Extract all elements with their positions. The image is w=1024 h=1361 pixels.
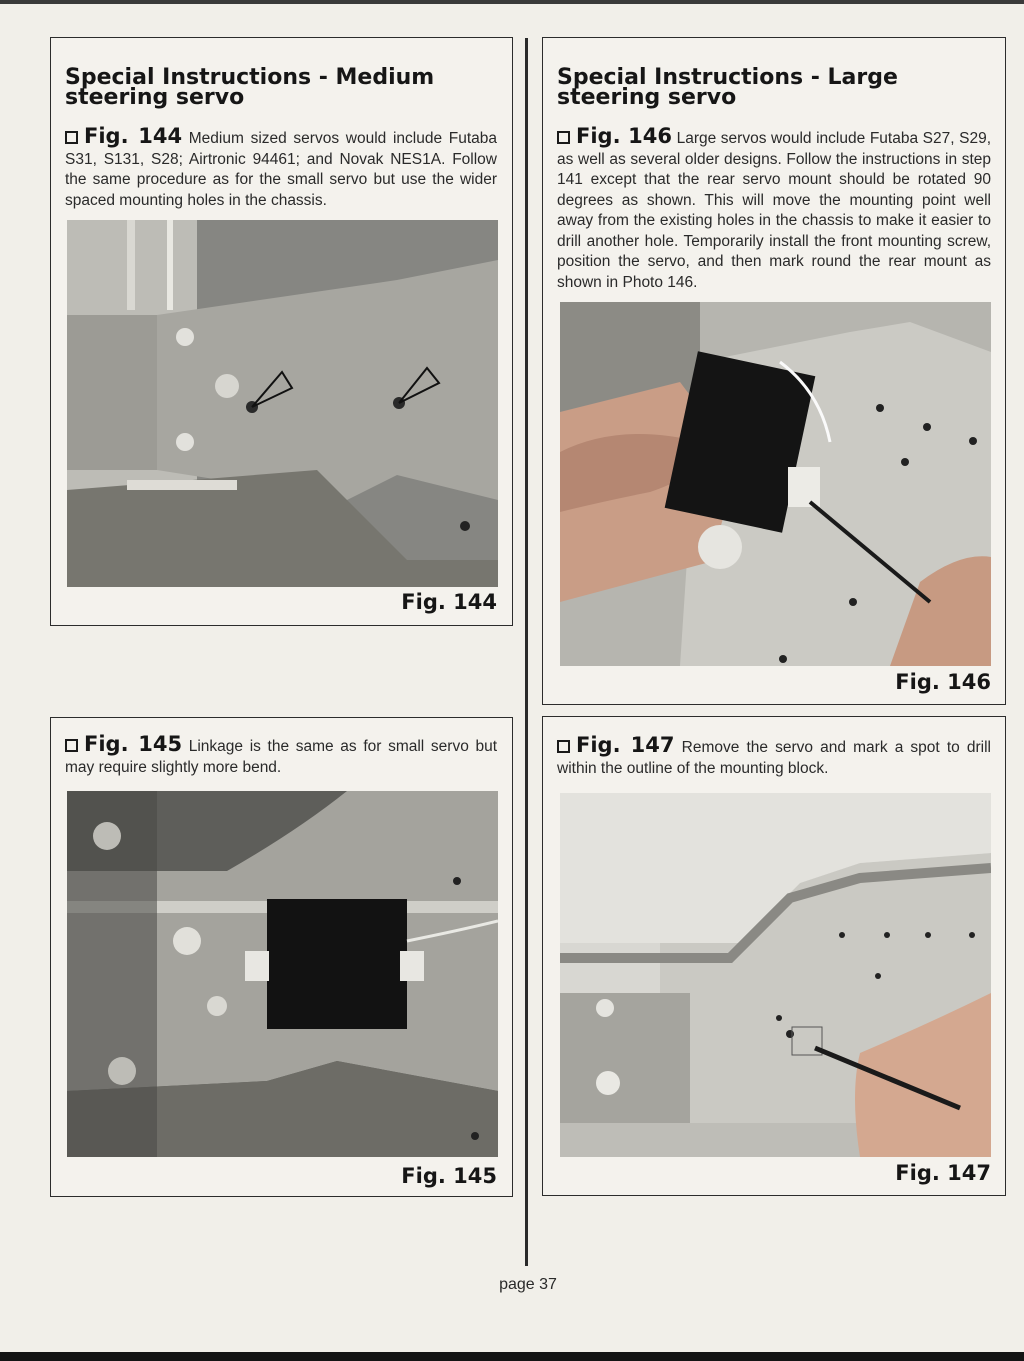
fig144-title: Special Instructions - Medium steering servo (65, 65, 435, 110)
checkbox-icon[interactable] (557, 740, 570, 753)
fig144-caption: Fig. 144 (401, 590, 497, 614)
fig145-caption: Fig. 145 (401, 1164, 497, 1188)
page-top-edge (0, 0, 1024, 4)
fig147-text: Remove the servo and mark a spot to drill within the outline of the mounting block. (557, 739, 991, 777)
fig146-title: Special Instructions - Large steering servo (557, 65, 898, 110)
fig146-lead: Fig. 146 (576, 124, 672, 148)
checkbox-icon[interactable] (557, 131, 570, 144)
fig147-instructions (557, 735, 991, 779)
fig145-instructions (65, 734, 497, 778)
fig145-photo (67, 791, 498, 1157)
fig147-caption: Fig. 147 (895, 1161, 991, 1185)
fig145-panel (50, 717, 513, 1197)
fig147-panel (542, 716, 1006, 1196)
fig146-panel (542, 37, 1006, 705)
checkbox-icon[interactable] (65, 739, 78, 752)
fig146-instructions (557, 126, 991, 293)
fig144-photo (67, 220, 498, 587)
checkbox-icon[interactable] (65, 131, 78, 144)
fig144-panel (50, 37, 513, 626)
fig145-lead: Fig. 145 (84, 732, 183, 756)
fig144-lead: Fig. 144 (84, 124, 183, 148)
page-number: page 37 (499, 1276, 557, 1293)
fig146-photo (560, 302, 991, 666)
fig146-caption: Fig. 146 (895, 670, 991, 694)
fig147-lead: Fig. 147 (576, 733, 675, 757)
fig144-instructions (65, 126, 497, 211)
fig145-text: Linkage is the same as for small servo but may require slightly more bend. (65, 738, 498, 776)
fig144-text: Medium sized servos would include Futaba S31, S131, S28; Airtronic 94461; and Novak NES1A. Follow the same procedure as for the small servo but use the wider spaced mounting holes in the chassis. (65, 130, 497, 209)
page-bottom-edge (0, 1352, 1024, 1361)
fig147-photo (560, 793, 991, 1157)
column-divider (525, 38, 528, 1266)
fig146-text: Large servos would include Futaba S27, S29, as well as several older designs. Follow the instructions in step 141 except that the rear servo mount should be rotated 90 degrees as shown. This will move the mounting point well away from the existing holes in the chassis to make it easier to drill another hole. Temporarily install the front mounting screw, position the servo, and then mark round the rear mount as shown in Photo 146. (557, 130, 992, 291)
